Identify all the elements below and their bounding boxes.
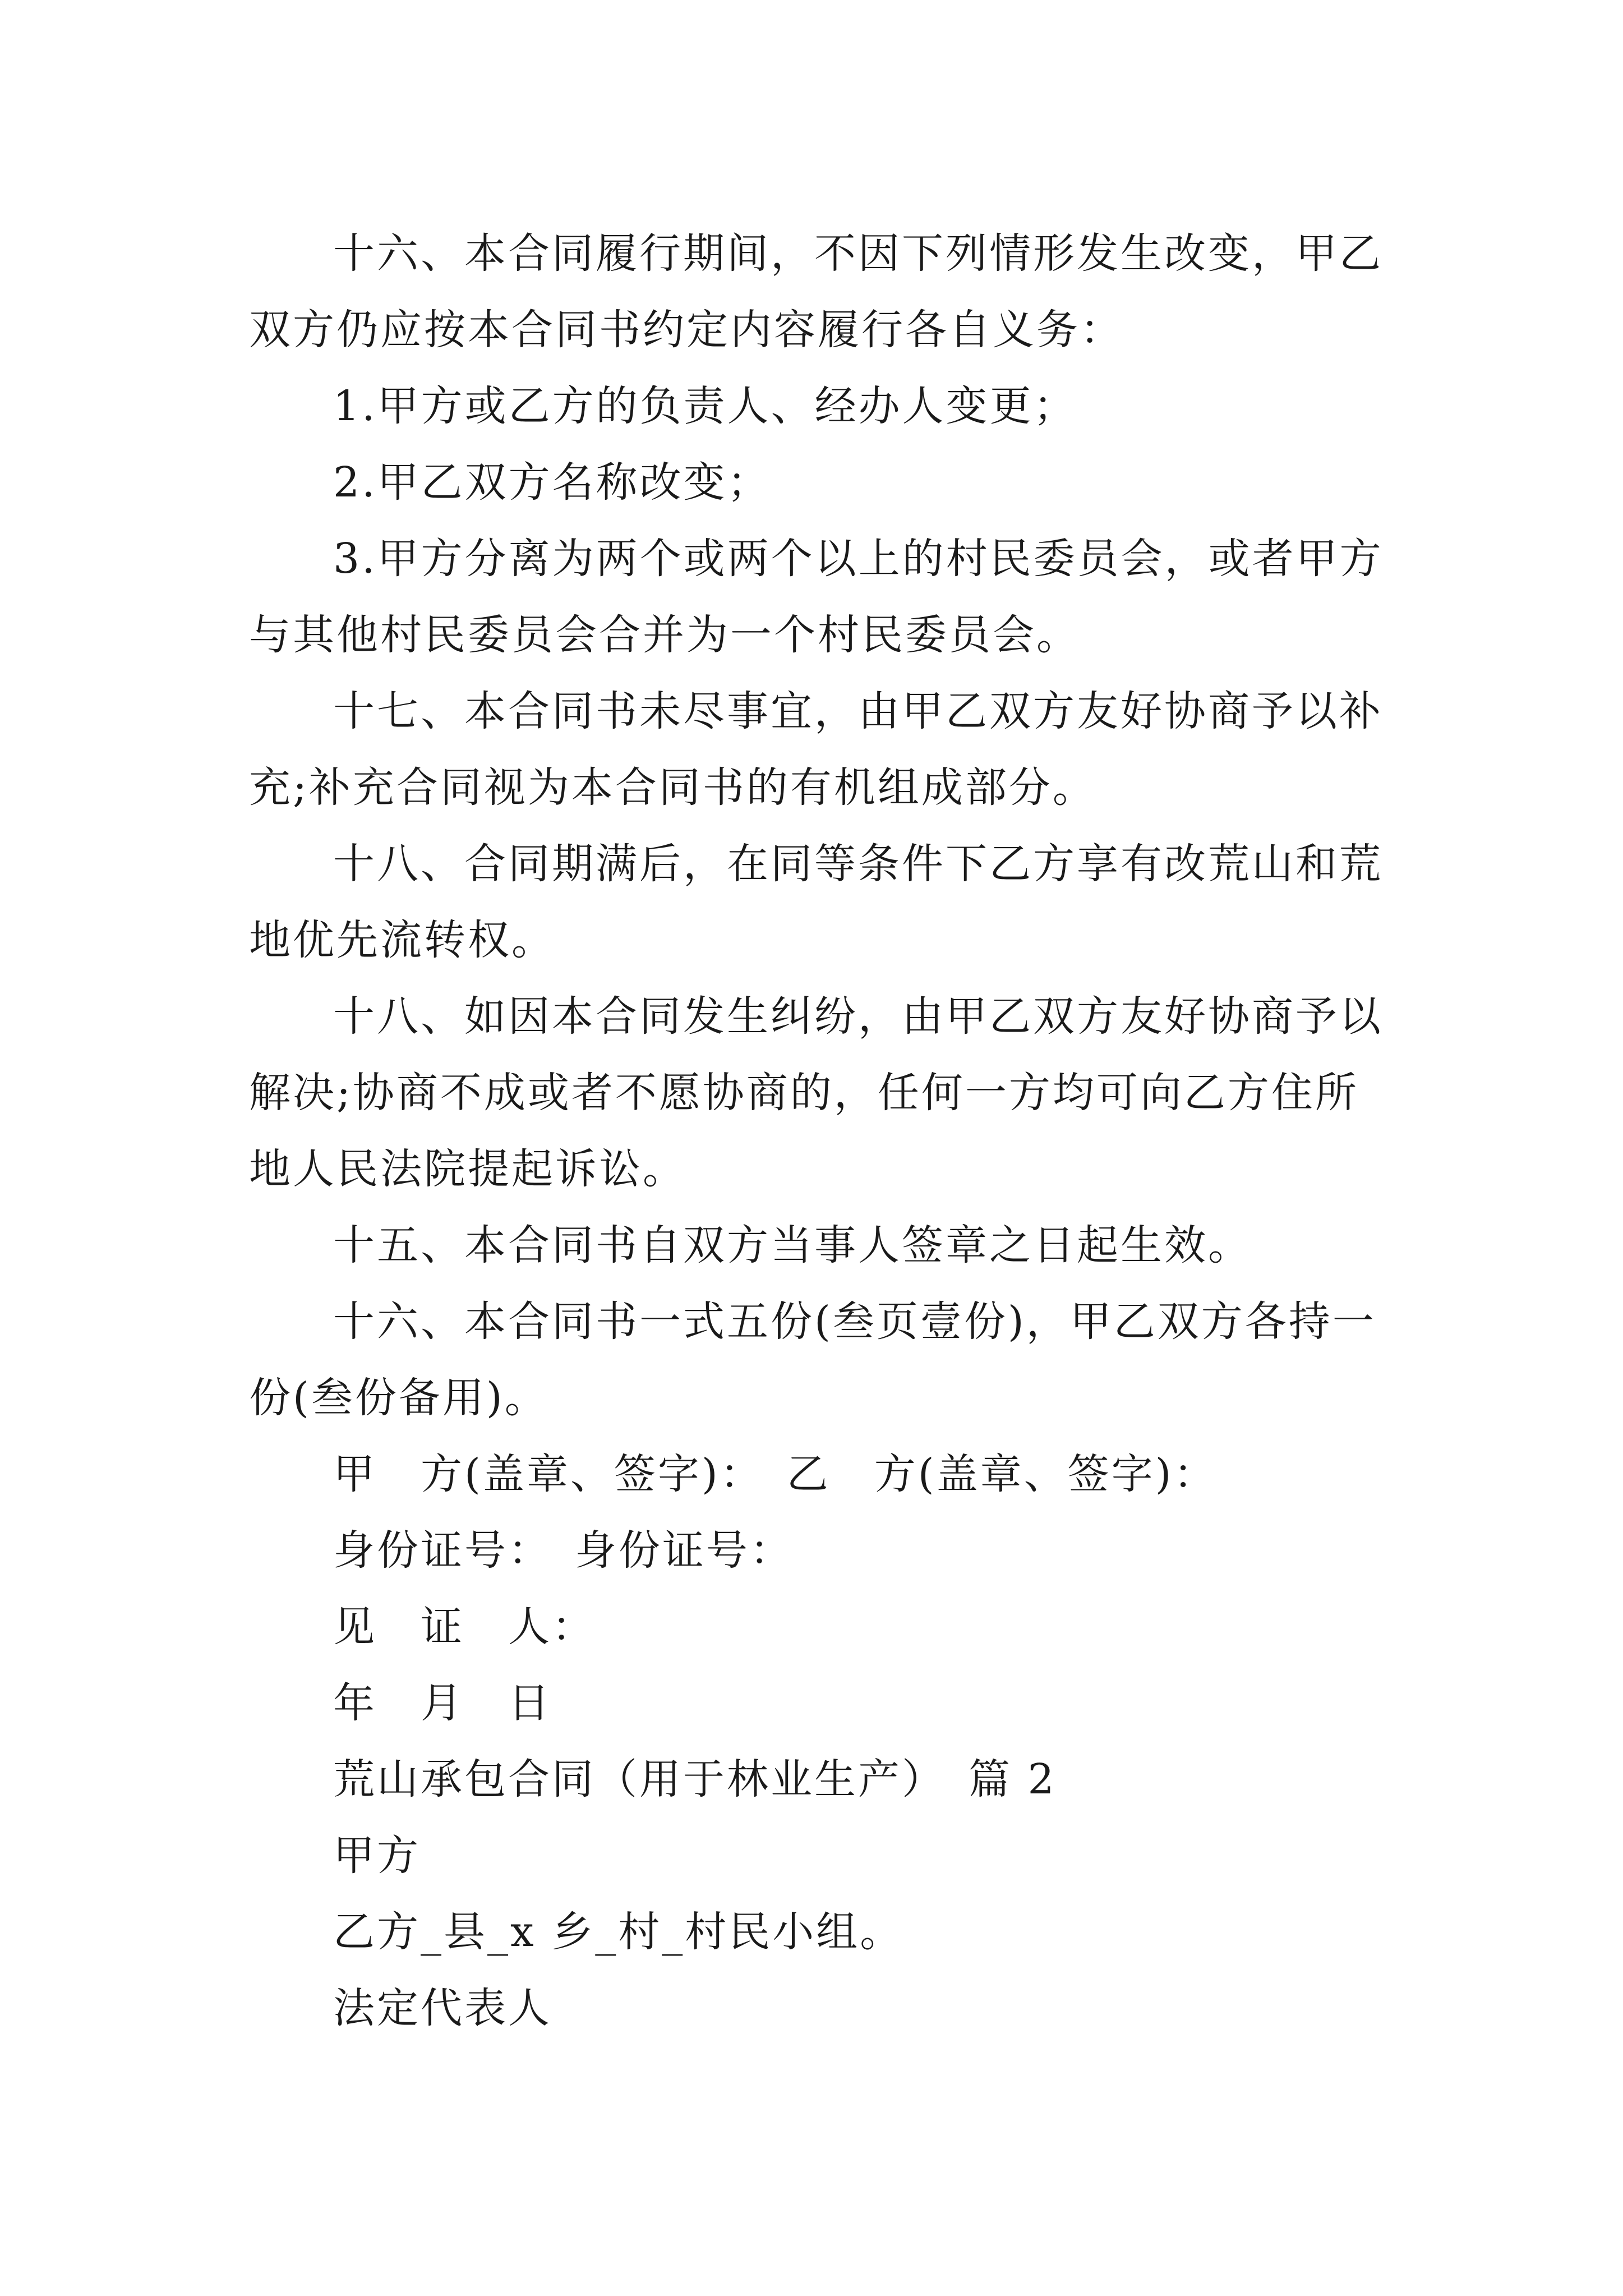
date-line: 年 月 日 (333, 1679, 552, 1727)
document-body (249, 215, 1387, 2046)
id-number-line: 身份证号： 身份证号： (333, 1526, 794, 1575)
legal-representative-line: 法定代表人 (333, 1984, 552, 2032)
clause-16-paragraph: 十六、本合同履行期间，不因下列情形发生改变，甲乙双方仍应按本合同书约定内容履行各自义务： (249, 229, 1383, 354)
clause-item-1: 1.甲方或乙方的负责人、经办人变更； (333, 382, 1077, 430)
copies-clause-paragraph: 十六、本合同书一式五份(叁页壹份)，甲乙双方各持一份(叁份备用)。 (249, 1297, 1376, 1422)
clause-item-3: 3.甲方分离为两个或两个以上的村民委员会，或者甲方与其他村民委员会合并为一个村民委员会。 (249, 535, 1384, 659)
effective-clause-paragraph: 十五、本合同书自双方当事人签章之日起生效。 (333, 1221, 1252, 1269)
party-a-line: 甲方 (333, 1832, 421, 1880)
clause-18-paragraph: 十八、合同期满后，在同等条件下乙方享有改荒山和荒地优先流转权。 (249, 840, 1383, 964)
clause-17-paragraph: 十七、本合同书未尽事宜，由甲乙双方友好协商予以补充;补充合同视为本合同书的有机组成部分。 (249, 687, 1383, 812)
signature-line: 甲 方(盖章、签字)： 乙 方(盖章、签字)： (333, 1450, 1218, 1498)
party-b-line: 乙方_县_x 乡_村_村民小组。 (333, 1908, 904, 1956)
dispute-clause-paragraph: 十八、如因本合同发生纠纷，由甲乙双方友好协商予以解决;协商不成或者不愿协商的，任何一方均可向乙方住所地人民法院提起诉讼。 (249, 992, 1383, 1193)
clause-item-2: 2.甲乙双方名称改变； (333, 458, 771, 507)
witness-line: 见 证 人： (333, 1603, 596, 1651)
section-title: 荒山承包合同（用于林业生产） 篇 2 (333, 1755, 1057, 1803)
